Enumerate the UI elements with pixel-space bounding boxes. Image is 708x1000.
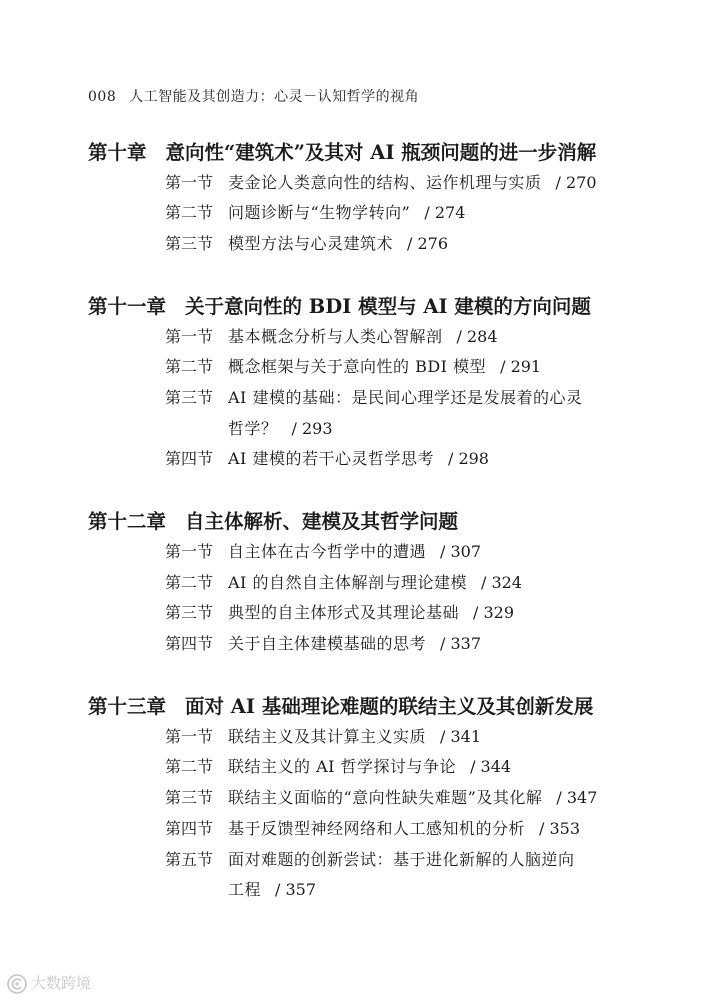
book-title: 人工智能及其创造力：心灵－认知哲学的视角 <box>129 89 420 105</box>
watermark <box>6 972 91 994</box>
toc-section-entry <box>88 783 688 814</box>
section-label: 第二节 <box>165 357 214 377</box>
section-label: 第三节 <box>165 788 214 808</box>
section-title: 自主体在古今哲学中的遭遇 <box>228 542 427 561</box>
toc-section-entry <box>88 629 688 660</box>
toc-section-entry <box>88 537 688 568</box>
section-label: 第一节 <box>165 172 214 192</box>
chapter-label: 第十章 <box>88 140 147 164</box>
section-page-number: / 293 <box>291 418 333 438</box>
section-label: 第一节 <box>165 542 214 561</box>
section-page-number: / 276 <box>407 233 449 253</box>
chapter-title: 意向性“建筑术”及其对 AI 瓶颈问题的进一步消解 <box>165 140 597 164</box>
section-page-number: / 337 <box>440 634 482 654</box>
section-page-number: / 353 <box>539 818 581 838</box>
section-title: 典型的自主体形式及其理论基础 <box>228 603 460 623</box>
section-title: 麦金论人类意向性的结构、运作机理与实质 <box>228 172 542 192</box>
section-label: 第四节 <box>165 818 214 838</box>
section-label: 第二节 <box>165 572 214 592</box>
section-title-continued: 工程 <box>228 880 262 900</box>
watermark-logo-icon <box>6 973 28 995</box>
section-page-number: / 274 <box>424 203 466 223</box>
section-page-number: / 357 <box>275 880 317 900</box>
section-page-number: / 324 <box>480 572 522 592</box>
toc-chapter <box>88 691 688 906</box>
toc-chapter <box>88 137 688 260</box>
section-title: AI 建模的基础：是民间心理学还是发展着的心灵 <box>228 387 583 407</box>
section-title: 联结主义的 AI 哲学探讨与争论 <box>228 757 457 777</box>
section-label: 第一节 <box>165 326 214 346</box>
page-number: 008 <box>88 89 117 105</box>
section-label: 第三节 <box>165 603 214 623</box>
section-page-number: / 291 <box>500 357 542 377</box>
chapter-label: 第十二章 <box>88 510 167 533</box>
table-of-contents <box>88 137 688 906</box>
toc-section-entry <box>88 598 688 629</box>
section-label: 第三节 <box>165 387 214 407</box>
toc-section-entry <box>88 229 688 260</box>
section-title-continued: 哲学？ <box>228 418 278 438</box>
toc-section-entry <box>88 444 688 475</box>
toc-section-entry <box>88 845 688 906</box>
section-title: 基本概念分析与人类心智解剖 <box>228 326 443 346</box>
chapter-heading <box>88 506 688 537</box>
section-page-number: / 284 <box>456 326 498 346</box>
chapter-title: 自主体解析、建模及其哲学问题 <box>185 510 459 533</box>
section-title: AI 的自然自主体解剖与理论建模 <box>228 572 467 592</box>
section-page-number: / 270 <box>555 172 597 192</box>
section-line <box>88 383 688 414</box>
toc-section-entry <box>88 814 688 845</box>
toc-section-entry <box>88 198 688 229</box>
section-line-continued <box>88 414 688 445</box>
toc-section-entry <box>88 352 688 383</box>
watermark-text: 大数跨境 <box>31 974 92 992</box>
section-label: 第一节 <box>165 726 214 746</box>
toc-section-entry <box>88 722 688 753</box>
section-title: 联结主义及其计算主义实质 <box>228 726 427 746</box>
section-label: 第四节 <box>165 634 214 654</box>
section-page-number: / 341 <box>440 726 482 746</box>
section-title: 面对难题的创新尝试：基于进化新解的人脑逆向 <box>228 849 575 869</box>
section-line <box>88 845 688 876</box>
toc-section-entry <box>88 568 688 599</box>
chapter-label: 第十三章 <box>88 694 167 718</box>
chapter-title: 面对 AI 基础理论难题的联结主义及其创新发展 <box>185 694 594 718</box>
section-label: 第二节 <box>165 203 214 223</box>
chapter-label: 第十一章 <box>88 294 167 318</box>
section-label: 第二节 <box>165 757 214 777</box>
toc-section-entry <box>88 752 688 783</box>
toc-chapter <box>88 291 688 475</box>
section-label: 第三节 <box>165 233 214 253</box>
section-title: 问题诊断与“生物学转向” <box>228 203 411 223</box>
section-page-number: / 347 <box>556 788 598 808</box>
toc-section-entry <box>88 322 688 353</box>
section-label: 第五节 <box>165 849 214 869</box>
section-title: 概念框架与关于意向性的 BDI 模型 <box>228 357 487 377</box>
section-title: 联结主义面临的“意向性缺失难题”及其化解 <box>228 788 543 808</box>
section-line-continued <box>88 875 688 906</box>
toc-section-entry <box>88 383 688 444</box>
section-page-number: / 307 <box>440 542 482 561</box>
section-page-number: / 344 <box>470 757 512 777</box>
section-label: 第四节 <box>165 449 214 469</box>
chapter-heading <box>88 137 688 168</box>
section-title: AI 建模的若干心灵哲学思考 <box>228 449 434 469</box>
chapter-heading <box>88 691 688 722</box>
section-title: 关于自主体建模基础的思考 <box>228 634 427 654</box>
section-title: 模型方法与心灵建筑术 <box>228 233 394 253</box>
toc-chapter <box>88 506 688 660</box>
running-head <box>88 86 419 108</box>
chapter-heading <box>88 291 688 322</box>
section-page-number: / 329 <box>473 603 515 623</box>
section-page-number: / 298 <box>447 449 489 469</box>
chapter-title: 关于意向性的 BDI 模型与 AI 建模的方向问题 <box>185 294 591 318</box>
section-title: 基于反馈型神经网络和人工感知机的分析 <box>228 818 526 838</box>
toc-section-entry <box>88 168 688 199</box>
